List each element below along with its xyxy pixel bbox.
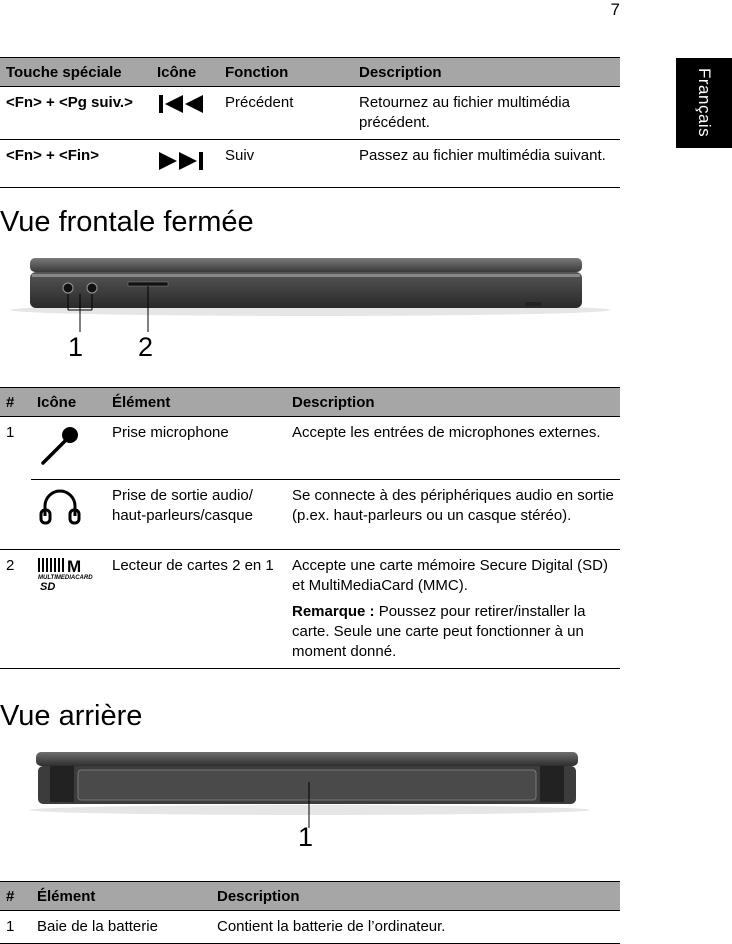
microphone-icon (31, 417, 106, 480)
function-label: Précédent (219, 87, 353, 140)
column-header: Icône (31, 388, 106, 417)
element-name: Prise de sortie audio/ haut-parleurs/casque (106, 480, 286, 550)
svg-text:SD: SD (40, 581, 56, 592)
previous-track-icon (151, 87, 219, 140)
rear-laptop-illustration (30, 748, 590, 828)
column-header: Icône (151, 58, 219, 87)
column-header: # (0, 882, 31, 911)
section-title-rear: Vue arrière (0, 700, 143, 732)
note-text: Poussez pour retirer/installer la carte. Seule une carte peut fonctionner à un moment donné. (292, 603, 586, 660)
description-text: Contient la batterie de l’ordinateur. (211, 911, 620, 944)
table-header-row (0, 882, 620, 911)
element-name: Baie de la batterie (31, 911, 211, 944)
row-number: 1 (0, 911, 31, 944)
description-text: Accepte une carte mémoire Secure Digital (SD) et MultiMediaCard (MMC). (292, 557, 608, 594)
callout-number: 2 (138, 332, 154, 362)
description-text: Accepte les entrées de microphones externes. (286, 417, 620, 480)
description-cell (286, 550, 620, 669)
callout-number: 1 (68, 332, 84, 362)
element-name: Prise microphone (106, 417, 286, 480)
rear-view-table (0, 881, 620, 944)
table-row (0, 140, 620, 188)
table-row (0, 417, 620, 480)
headphones-icon (31, 480, 106, 550)
front-laptop-illustration (10, 252, 610, 362)
table-row (0, 911, 620, 944)
table-row (0, 480, 620, 550)
callout-number: 1 (298, 822, 314, 852)
language-tab (676, 58, 732, 148)
description-text: Retournez au fichier multimédia précédent. (353, 87, 620, 140)
column-header: # (0, 388, 31, 417)
column-header: Description (353, 58, 620, 87)
column-header: Élément (106, 388, 286, 417)
front-view-table (0, 387, 620, 669)
description-text: Passez au fichier multimédia suivant. (353, 140, 620, 188)
card-reader-icon (31, 550, 106, 669)
column-header: Description (211, 882, 620, 911)
table-row (0, 550, 620, 669)
function-label: Suiv (219, 140, 353, 188)
row-number: 1 (6, 424, 15, 441)
table-row (0, 87, 620, 140)
table-header-row (0, 388, 620, 417)
note-label: Remarque : (292, 603, 375, 620)
shortcut-table (0, 57, 620, 188)
element-name: Lecteur de cartes 2 en 1 (106, 550, 286, 669)
svg-text:MULTIMEDIACARD: MULTIMEDIACARD (38, 575, 93, 581)
column-header: Élément (31, 882, 211, 911)
table-header-row (0, 58, 620, 87)
row-number (0, 480, 31, 550)
column-header: Fonction (219, 58, 353, 87)
note (292, 602, 614, 662)
next-track-icon (151, 140, 219, 188)
column-header: Touche spéciale (0, 58, 151, 87)
page-number: 7 (610, 0, 620, 19)
column-header: Description (286, 388, 620, 417)
shortcut-key: <Fn> + <Pg suiv.> (0, 87, 151, 140)
description-text: Se connecte à des périphériques audio en sortie (p.ex. haut-parleurs ou un casque stéréo). (286, 480, 620, 550)
section-title-front: Vue frontale fermée (0, 206, 254, 238)
shortcut-key: <Fn> + <Fin> (0, 140, 151, 188)
language-tab-label: Français (695, 68, 714, 138)
row-number: 2 (0, 550, 31, 669)
svg-text:M: M (67, 557, 82, 576)
